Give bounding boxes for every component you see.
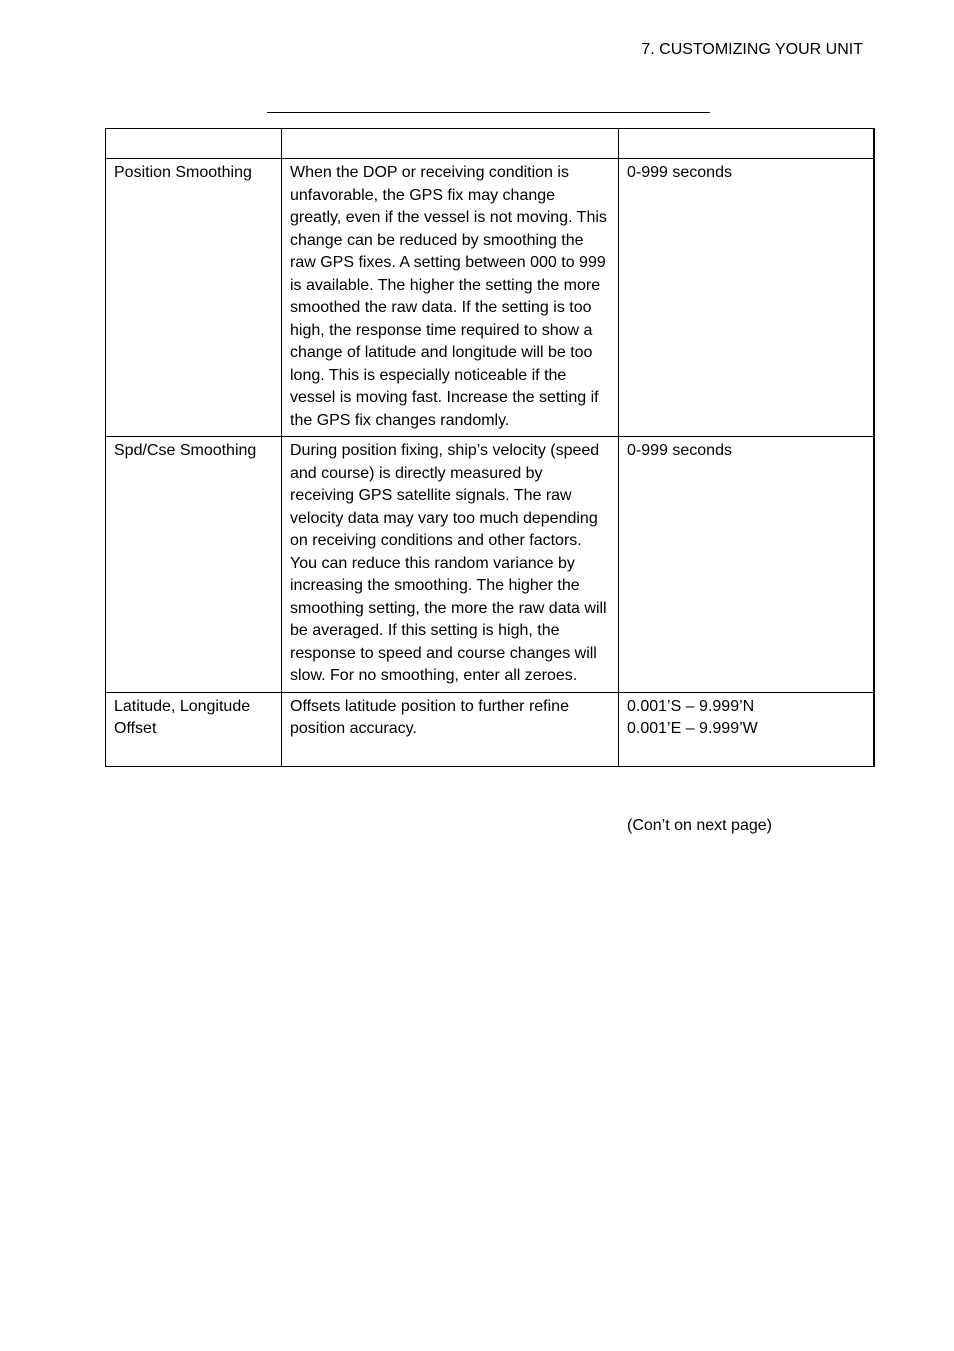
header-description xyxy=(282,129,619,159)
item-cell: Latitude, Longitude Offset xyxy=(106,692,282,766)
range-cell xyxy=(619,437,874,693)
item-cell: Position Smoothing xyxy=(106,159,282,437)
table-row xyxy=(106,692,874,766)
description-cell: During position fixing, ship’s velocity (speed and course) is directly measured by receiving GPS satellite signals. The raw velocity data may vary too much depending on receiving conditions and other factors. You can reduce this random variance by increasing the smoothing. The higher the smoothing setting, the more the raw data will be averaged. If this setting is high, the response to speed and course changes will slow. For no smoothing, enter all zeroes. xyxy=(282,437,619,693)
continued-note: (Con’t on next page) xyxy=(627,817,772,834)
range-value: 0-999 seconds xyxy=(627,442,732,459)
description-cell: When the DOP or receiving condition is unfavorable, the GPS fix may change greatly, even if the vessel is not moving. This change can be reduced by smoothing the raw GPS fixes. A setting between 000 to 999 is available. The higher the setting the more smoothed the raw data. If the setting is too high, the response time required to show a change of latitude and longitude will be too long. This is especially noticeable if the vessel is moving fast. Increase the setting if the GPS fix changes randomly. xyxy=(282,159,619,437)
table-row xyxy=(106,159,874,437)
table-header-row xyxy=(106,129,874,159)
description-cell: Offsets latitude position to further refine position accuracy. xyxy=(282,692,619,766)
range-value-latitude: 0.001’S – 9.999’N xyxy=(627,697,755,715)
header-range xyxy=(619,129,874,159)
range-cell xyxy=(619,159,874,437)
running-header: 7. CUSTOMIZING YOUR UNIT xyxy=(641,41,863,58)
header-item xyxy=(106,129,282,159)
range-cell xyxy=(619,692,874,766)
range-value-longitude: 0.001’E – 9.999’W xyxy=(627,720,758,737)
settings-table xyxy=(105,128,875,767)
item-cell: Spd/Cse Smoothing xyxy=(106,437,282,693)
range-value: 0-999 seconds xyxy=(627,164,732,181)
title-rule xyxy=(267,112,710,113)
table-row xyxy=(106,437,874,693)
